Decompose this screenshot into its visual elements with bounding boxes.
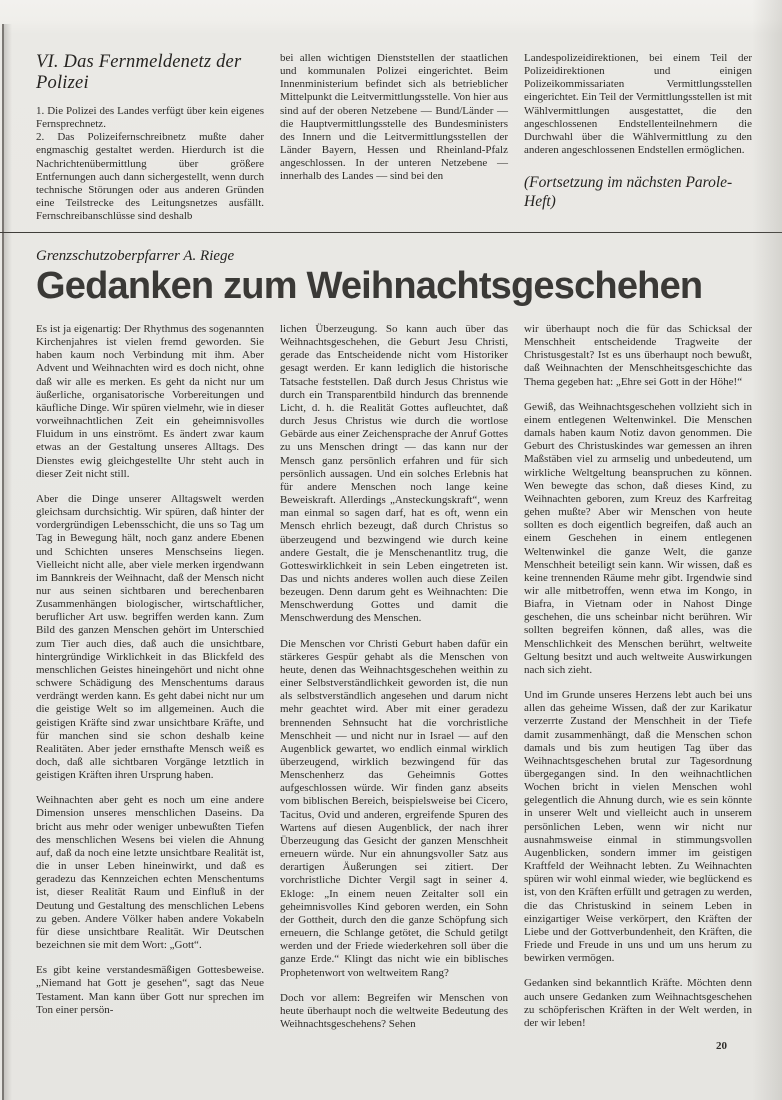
article-paragraph: Gewiß, das Weihnachtsgeschehen vollzieht sich in einem entlegenen Weltenwinkel. Die Menschen damals haben kaum Notiz davon genommen. Die Geburt des Christuskindes war gemessen an ihren Maßstäben viel zu armselig und unbedeutend, um wirkliche Weltgeltung beanspruchen zu können. Wen bewegte das schon, daß dieses Kind, zu Weihnachten geboren, zum Kreuz des Karfreitag gehen mußte? Aber wir Menschen von heute sollten es doch eigentlich begreifen, daß auch an einem Geschehen in einem entlegenen Weltenwinkel die ganze Welt, die ganze Menschheit beteiligt sein kann. Wir wissen, daß es keine trennenden Räume mehr gibt. Irgendwie sind wir alle mitbetroffen, wenn etwa im Kongo, in Biafra, in Vietnam oder in Nahost Dinge geschehen, die uns scheinbar nicht berühren. Wir sollten begreifen können, daß alles, was die Menschlichkeit des Menschen berührt, weltweite Geltung besitzt und auch weltweite Auswirkungen nach sich zieht. xyxy=(524,400,752,676)
article-paragraph: Doch vor allem: Begreifen wir Menschen von heute überhaupt noch die weltweite Bedeutung des Weihnachtsgeschehens? Sehen xyxy=(280,991,508,1030)
main-article xyxy=(36,247,752,1043)
article-paragraph: Aber die Dinge unserer Alltagswelt werden gleichsam durchsichtig. Wir spüren, daß hinter der vordergründigen Lebensschicht, die uns so Tag um Tag in Bewegung hält, noch ganz andere Ebenen und Schichten unseres Menschseins liegen. Vielleicht nicht alle, aber viele merken irgendwann im Bannkreis der Weihnacht, daß der Mensch nicht nur aus seinen sichtbaren und berechenbaren Zusammenhängen biologischer, wirtschaftlicher, beruflicher Art usw. begriffen werden kann. Zum Bild des ganzen Menschen gehört im Unterschied zum Tier auch dies, daß auch die unsichtbare, hintergründige Wirklichkeit in das Blickfeld des menschlichen Geistes hineingehört und nicht ohne schwere Schädigung des Menschentums daraus verdrängt werden kann. Es geht dabei nicht nur um die geistige Welt so im allgemeinen. Auch die geistigen Kräfte sind zwar unsichtbare Kräfte, und für manchen sind sie schon deshalb keine Realitäten. Aber jeder ernsthafte Mensch weiß es doch, daß alle sichtbaren Vorgänge letztlich in geistigen Kräften ihren Ursprung haben. xyxy=(36,492,264,782)
main-article-columns xyxy=(36,323,752,1043)
article-paragraph: Und im Grunde unseres Herzens lebt auch bei uns allen das geheime Wissen, daß der zur Karikatur verzerrte Zustand der Menschheit in der Tiefe damit zusammenhängt, daß die Menschen schon damals und bis zum heutigen Tag über das Weihnachtsgeschehen brutal zur Tagesordnung übergegangen sind. In den weihnachtlichen Wochen bricht in vielen Menschen wohl gelegentlich die Ahnung durch, wie es sein könnte in unserer Welt und vielleicht auch in unserem persönlichen Leben, wenn wir nicht nur ausnahmsweise einmal in stimmungsvollen Augenblicken, sondern immer im geistigen Kraftfeld der Weihnacht lebten. Zu Weihnachten spüren wir wohl einmal wieder, wie beglückend es ist, von den Kräften erfüllt und getragen zu werden, die das Christuskind in seinem Leben in einzigartiger Weise verkörpert, den Kräften der Liebe und der Gottverbundenheit, den Kräften, die Friede und Freude in uns und um uns herum zu bewirken vermögen. xyxy=(524,689,752,965)
article-paragraph: Gedanken sind bekanntlich Kräfte. Möchten denn auch unsere Gedanken zum Weihnachtsgeschehen zu schöpferischen Kräften in der Welt werden, in der wir leben! xyxy=(524,977,752,1029)
main-article-column-3 xyxy=(524,323,752,1043)
section-divider xyxy=(0,232,782,233)
article-paragraph: Weihnachten aber geht es noch um eine andere Dimension unseres menschlichen Daseins. Da bricht aus mehr oder weniger unbewußten Tiefen des menschlichen Wesens bei vielen die Ahnung auf, daß da noch eine letzte unsichtbare Realität ist, die in unser Leben hineinwirkt, und daß es geradezu das Kennzeichen echten Menschentums ist, dieser Realität Raum und Einfluß in der Deutung und Gestaltung des menschlichen Lebens zu geben. Andere Völker haben andere Vokabeln für diese unsichtbare Realität. Wir Deutschen bezeichnen sie mit dem Wort: „Gott“. xyxy=(36,794,264,952)
top-article-paragraph: Landespolizeidirektionen, bei einem Teil der Polizeidirektionen und einigen Polizeikommissariaten Vermittlungsstellen eingerichtet. Ein Teil der Vermittlungsstellen ist mit Wählvermittlungen ausgestattet, die den angeschlossenen Endstellenteilnehmern die Durchwahl über die Wählvermittlung zu den anderen angeschlossenen Endstellen ermöglichen. xyxy=(524,52,752,157)
article-paragraph: Es ist ja eigenartig: Der Rhythmus des sogenannten Kirchenjahres ist vielen fremd geworden. Sie haben kaum noch Verbindung mit ihm. Aber Advent und Weihnachten wird es doch nicht, ohne daß wir alle es merken. Es geht da nicht nur um äußerliche, organisatorische Vorbereitungen und käufliche Dinge. Wir spüren vielmehr, wie in dieser vorweihnachtlichen Zeit ein geheimnisvolles Fluidum in uns einströmt. Es ändert zwar kaum etwas an der Gestaltung unseres Alltags. Des Dienstes ewig gleichgestellte Uhr steht auch in dieser Zeit nicht still. xyxy=(36,323,264,480)
article-byline: Grenzschutzoberpfarrer A. Riege xyxy=(36,248,235,264)
article-paragraph: lichen Überzeugung. So kann auch über das Weihnachtsgeschehen, die Geburt Jesu Christi, gerade das Entscheidende nicht vom Historiker gesagt werden. Er kann lediglich die historische Tatsache feststellen. Daß durch Jesus Christus wie durch ein Transparentbild hindurch das brennende Licht, d. h. die Realität Gottes aufleuchtet, daß durch Jesus Christus wie durch die wortlose Gebärde aus einer Zeichensprache der Anruf Gottes zu uns Menschen dringt — das kann nur der Mensch ganz persönlich erfahren und für sich persönlich aussagen. Und ein solches Erlebnis hat für andere Menschen noch lange keine Beweiskraft. Allerdings „Ansteckungskraft“, wenn man einmal so sagen darf, hat es oft, wenn ein Mensch ehrlich bezeugt, daß durch Christus so überzeugend und bezwingend wie durch keine andere Gestalt, die je Menschenantlitz trug, die Gotteswirklichkeit in sein Leben eingetreten ist. Das und nichts anderes wollen auch diese Zeilen bezeugen. Denn darum geht es Weihnachten: Die Menschwerdung Gottes und damit die Menschwerdung des Menschen. xyxy=(280,323,508,625)
scan-gutter-shadow xyxy=(4,24,12,1100)
main-article-column-1 xyxy=(36,323,264,1043)
top-article-column-3 xyxy=(524,52,752,223)
continuation-note: (Fortsetzung im nächsten Parole-Heft) xyxy=(524,174,733,211)
top-article-title: VI. Das Fernmeldenetz der Polizei xyxy=(36,52,242,93)
top-article-paragraph: bei allen wichtigen Dienststellen der staatlichen und kommunalen Polizei eingerichtet. Beim Innenministerium befindet sich als betrieblicher Mittelpunkt die Leitvermittlungsstelle. Von hier aus sind auf der oberen Netzebene — Bund/Länder — die Hauptvermittlungsstelle des Bundesministers des Innern und die Leitvermittlungsstellen der Länder Bayern, Hessen und Rheinland-Pfalz angeschlossen. In der unteren Netzebene — innerhalb des Landes — sind bei den xyxy=(280,52,508,183)
top-article-column-2 xyxy=(280,52,508,223)
main-article-column-2 xyxy=(280,323,508,1043)
article-paragraph: Es gibt keine verstandesmäßigen Gottesbeweise. „Niemand hat Gott je gesehen“, sagt das Neue Testament. Man kann über Gott nur sprechen im Ton einer persön- xyxy=(36,964,264,1016)
top-article-paragraph: 2. Das Polizeifernschreibnetz mußte daher engmaschig gestaltet werden. Hierdurch ist die Nachrichtenübermittlung über größere Entfernungen auch dann sichergestellt, wenn durch technische Störungen oder aus anderen Gründen eine Teilstrecke des Leitungsnetzes ausfällt. Fernschreibanschlüsse sind deshalb xyxy=(36,131,264,223)
article-paragraph: Die Menschen vor Christi Geburt haben dafür ein stärkeres Gespür gehabt als die Menschen von heute, denen das Weihnachtsgeschehen weithin zu einer Selbstverständlichkeit geworden ist, die nun als selbstverständlich angesehen und darum nicht mehr geachtet wird. Aber mit einer geradezu brennenden Sehnsucht hat die vorchristliche Menschheit — und nicht nur in Israel — auf den Augenblick gewartet, wo endlich einmal wirklich überzeugend, wirklich bezwingend für das Menschenherz das Geheimnis Gottes aufgeschlossen würde. Wir finden ganz abseits vom biblischen Bereich, beispielsweise bei Cicero, Tacitus, Ovid und anderen, ergreifende Spuren des Wartens auf diesen Augenblick, der nach ihrer Überzeugung das Gesicht der ganzen Menschheit erneuern würde. Nur ein ahnungsvoller Satz aus derartigen Äußerungen sei zitiert. Der vorchristliche Dichter Vergil sagt in seiner 4. Ekloge: „In einem neuen Zeitalter soll ein geheimnisvolles Kind geboren werden, ein Sohn der Gottheit, durch den die ganze Schöpfung sich erneuern, die Schlange getötet, die Schuld getilgt werden und der Friede wiederkehren soll über die ganze Erde.“ Klingt das nicht wie ein biblisches Prophetenwort von weltweitem Rang? xyxy=(280,637,508,979)
top-article-column-1 xyxy=(36,52,264,223)
top-article xyxy=(36,52,752,223)
article-paragraph: wir überhaupt noch die für das Schicksal der Menschheit entscheidende Tragweite der Christusgestalt? Ist es uns überhaupt noch bewußt, daß Weihnachten der Menschheitsgeschichte das Thema gegeben hat: „Ehre sei Gott in der Höhe!“ xyxy=(524,323,752,388)
top-article-paragraph: 1. Die Polizei des Landes verfügt über kein eigenes Fernsprechnetz. xyxy=(36,105,264,131)
article-headline: Gedanken zum Weihnachtsgeschehen xyxy=(36,265,703,307)
page-number: 20 xyxy=(716,1040,727,1052)
